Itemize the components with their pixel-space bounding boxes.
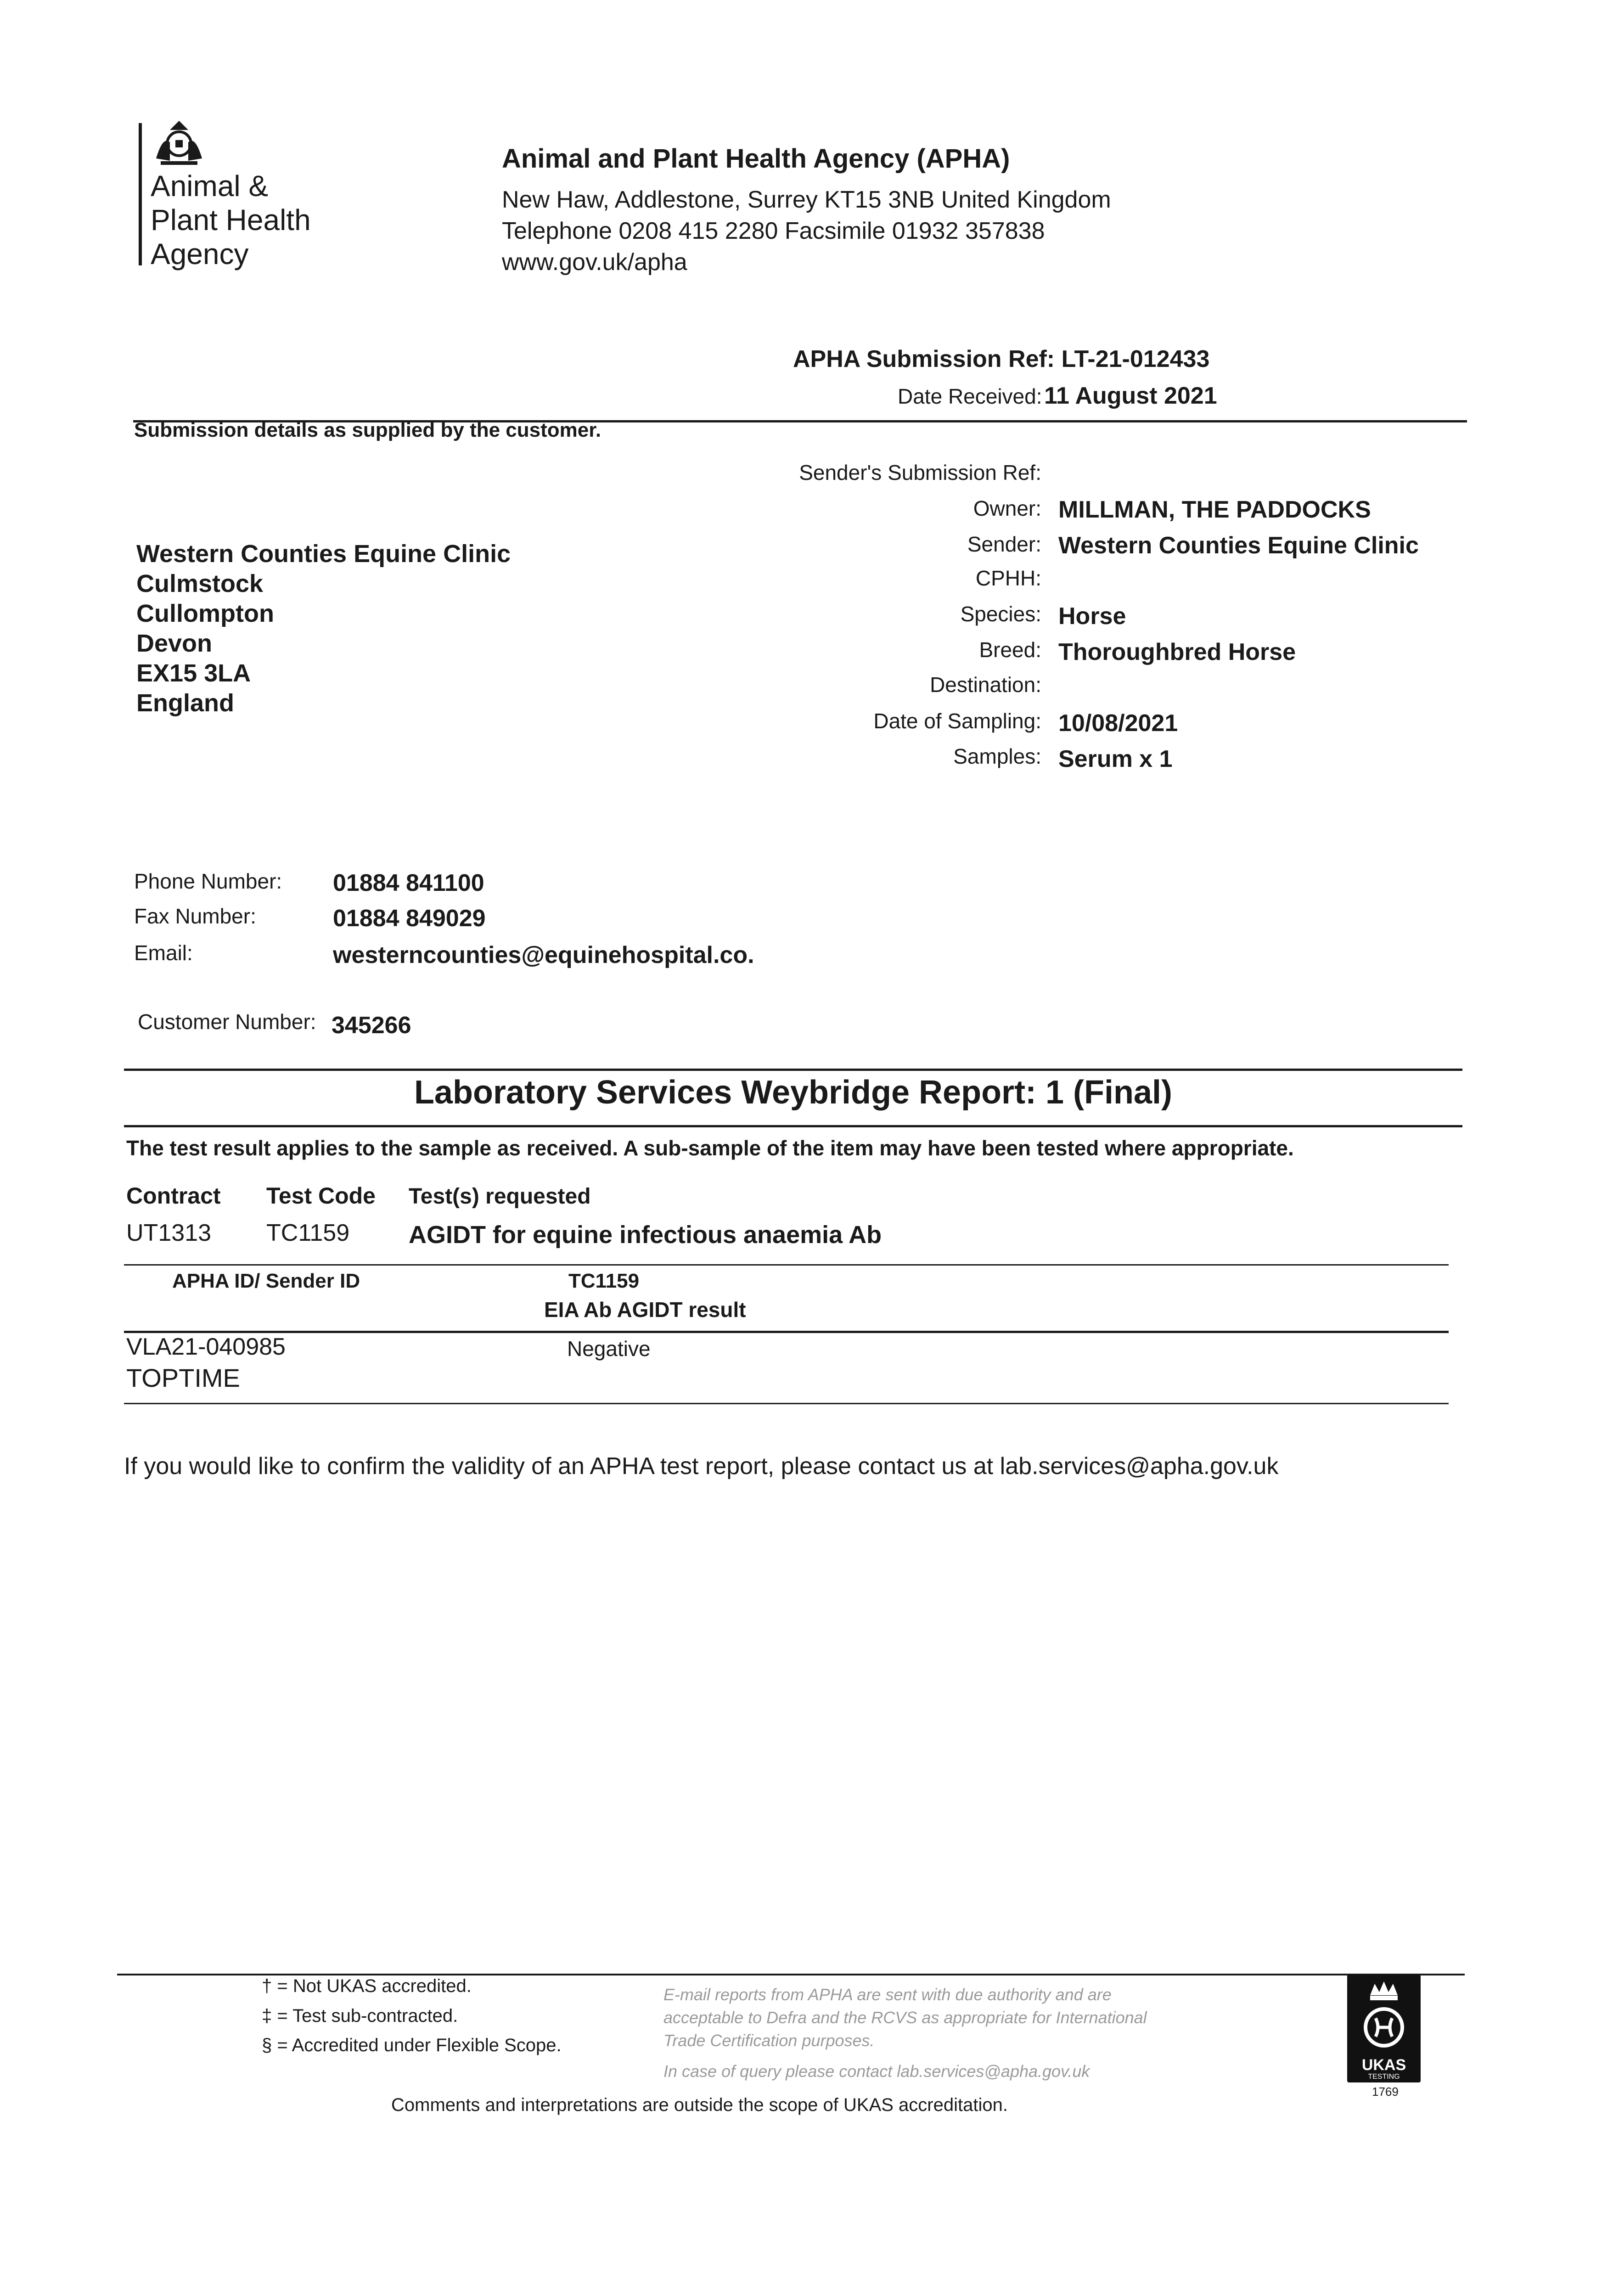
phone-value: 01884 841100 <box>333 870 484 896</box>
address-line-3: Cullompton <box>136 600 274 627</box>
legend-not-accredited: † = Not UKAS accredited. <box>262 1976 472 1996</box>
agency-website[interactable]: www.gov.uk/apha <box>502 249 687 276</box>
date-received <box>898 382 1217 410</box>
royal-crest-icon <box>152 117 207 168</box>
header-test-code: Test Code <box>266 1183 376 1209</box>
submission-section-heading: Submission details as supplied by the customer. <box>134 419 601 441</box>
submission-ref-value: LT-21-012433 <box>1061 346 1210 372</box>
logo-line-1: Animal & <box>151 169 269 203</box>
detail-value-species: Horse <box>1058 603 1126 630</box>
footer-rule <box>117 1974 1465 1975</box>
detail-label-date-of-sampling: Date of Sampling: <box>873 709 1041 733</box>
detail-label-breed: Breed: <box>979 638 1041 662</box>
ukas-crown-icon <box>1347 1975 1421 2057</box>
legend-flexible-scope: § = Accredited under Flexible Scope. <box>262 2035 562 2055</box>
report-bottom-rule <box>124 1125 1462 1127</box>
results-header-code: TC1159 <box>568 1270 640 1292</box>
detail-value-sender: Western Counties Equine Clinic <box>1058 532 1419 559</box>
report-title: Laboratory Services Weybridge Report: 1 (Final) <box>414 1074 1173 1111</box>
detail-label-cphh: CPHH: <box>975 566 1041 590</box>
detail-value-date-of-sampling: 10/08/2021 <box>1058 710 1178 737</box>
customer-number-label: Customer Number: <box>138 1010 316 1034</box>
detail-value-owner: MILLMAN, THE PADDOCKS <box>1058 496 1371 523</box>
results-top-rule <box>124 1264 1449 1266</box>
ukas-label: UKAS <box>1361 2056 1406 2074</box>
header-contract: Contract <box>126 1183 221 1209</box>
agency-name: Animal and Plant Health Agency (APHA) <box>502 144 1010 174</box>
ukas-mark <box>1347 1975 1421 2082</box>
row-test-code: TC1159 <box>266 1220 350 1246</box>
detail-value-breed: Thoroughbred Horse <box>1058 639 1296 665</box>
detail-label-sender-ref: Sender's Submission Ref: <box>799 461 1041 484</box>
detail-label-owner: Owner: <box>973 496 1041 520</box>
detail-value-samples: Serum x 1 <box>1058 746 1173 772</box>
detail-label-species: Species: <box>960 602 1041 626</box>
date-received-label: Date Received: <box>898 384 1042 408</box>
logo-line-2: Plant Health <box>151 203 311 236</box>
email-note-line-2: acceptable to Defra and the RCVS as appropriate for International <box>663 2008 1147 2027</box>
email-note-line-1: E-mail reports from APHA are sent with due authority and are <box>663 1985 1112 2004</box>
row-tests-requested: AGIDT for equine infectious anaemia Ab <box>409 1221 882 1249</box>
report-top-rule <box>124 1069 1462 1071</box>
address-line-4: Devon <box>136 630 213 657</box>
address-line-5: EX15 3LA <box>136 659 251 687</box>
agency-address: New Haw, Addlestone, Surrey KT15 3NB United Kingdom <box>502 186 1111 213</box>
query-note: In case of query please contact lab.services@apha.gov.uk <box>663 2062 1090 2081</box>
row-contract: UT1313 <box>126 1220 211 1246</box>
agency-phones: Telephone 0208 415 2280 Facsimile 01932 357838 <box>502 218 1045 244</box>
email-note-line-3: Trade Certification purposes. <box>663 2031 875 2050</box>
address-line-6: England <box>136 689 234 717</box>
results-header-rule <box>124 1331 1449 1333</box>
results-sender-id: TOPTIME <box>126 1363 240 1392</box>
address-line-2: Culmstock <box>136 570 264 597</box>
customer-number-value: 345266 <box>332 1012 411 1039</box>
email-value[interactable]: westerncounties@equinehospital.co. <box>333 942 754 968</box>
fax-label: Fax Number: <box>134 904 256 928</box>
ukas-sub: TESTING <box>1368 2073 1400 2081</box>
detail-label-sender: Sender: <box>967 532 1041 556</box>
validity-note: If you would like to confirm the validity of an APHA test report, please contact us at lab.services@apha.gov.uk <box>124 1453 1279 1480</box>
logo-line-3: Agency <box>151 237 249 270</box>
submission-ref <box>793 345 1209 373</box>
results-value: Negative <box>567 1337 651 1361</box>
detail-label-samples: Samples: <box>953 744 1041 768</box>
results-header-result: EIA Ab AGIDT result <box>544 1298 746 1322</box>
logo-bar <box>139 123 142 265</box>
date-received-value: 11 August 2021 <box>1044 383 1217 409</box>
email-label: Email: <box>134 941 193 965</box>
detail-label-destination: Destination: <box>930 673 1041 697</box>
address-line-1: Western Counties Equine Clinic <box>136 540 511 568</box>
legend-sub-contracted: ‡ = Test sub-contracted. <box>262 2006 458 2026</box>
report-disclaimer: The test result applies to the sample as received. A sub-sample of the item may have been tested where appropriate. <box>126 1136 1294 1160</box>
results-apha-id: VLA21-040985 <box>126 1334 286 1360</box>
logo-text <box>151 169 311 271</box>
accreditation-scope-note: Comments and interpretations are outside the scope of UKAS accreditation. <box>391 2095 1008 2115</box>
fax-value: 01884 849029 <box>333 905 486 932</box>
ukas-number: 1769 <box>1372 2085 1399 2099</box>
results-header-id: APHA ID/ Sender ID <box>172 1270 360 1292</box>
submission-ref-label: APHA Submission Ref: <box>793 346 1055 372</box>
header-tests-requested: Test(s) requested <box>409 1184 591 1209</box>
results-bottom-rule <box>124 1403 1449 1404</box>
phone-label: Phone Number: <box>134 869 282 893</box>
